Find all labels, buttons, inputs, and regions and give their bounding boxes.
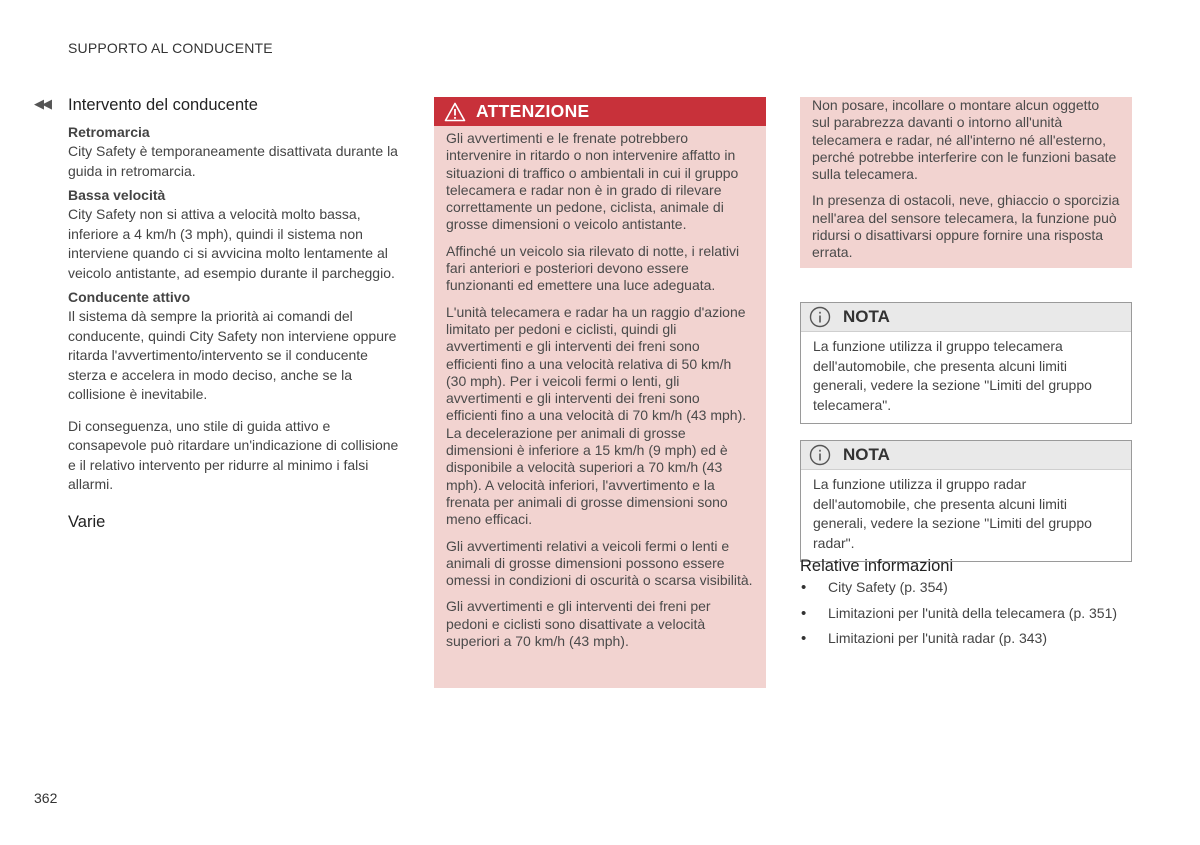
related-link[interactable]: • City Safety (p. 354) <box>800 578 1132 598</box>
related-title: Relative informazioni <box>800 557 954 575</box>
text-conducente-attivo: Il sistema dà sempre la priorità ai comandi del conducente, quindi City Safety non interviene oppure ritarda l'avvertimento/intervento se il conducente sterza e accelera in modo deciso, anche se la collisione è inevitabile. <box>68 308 397 402</box>
double-chevron-left-icon[interactable]: ◀◀ <box>34 96 50 111</box>
warning-header <box>434 97 766 126</box>
subheading-conducente-attivo: Conducente attivo <box>68 289 191 305</box>
section-title-varie: Varie <box>68 512 106 531</box>
info-icon <box>809 306 831 328</box>
subheading-bassa-velocita: Bassa velocità <box>68 187 166 203</box>
info-icon <box>809 444 831 466</box>
text-bassa-velocita: City Safety non si attiva a velocità molto bassa, inferiore a 4 km/h (3 mph), quindi il sistema non interviene quando ci si avvicina molto lentamente al veicolo antistante, ad esempio durante il parcheggio. <box>68 206 395 281</box>
note-box-radar <box>800 440 1132 562</box>
warning-paragraph: Gli avvertimenti e gli interventi dei freni per pedoni e ciclisti sono disattivate a velocità superiori a 70 km/h (43 mph). <box>446 598 711 650</box>
warning-continued-box <box>800 97 1132 268</box>
section-title: Intervento del conducente <box>68 96 258 114</box>
warning-continued-paragraph: In presenza di ostacoli, neve, ghiaccio o sporcizia nell'area del sensore telecamera, la funzione può ridursi o disattivarsi oppure fornire una risposta errata. <box>812 192 1120 261</box>
note-header <box>801 441 1131 470</box>
note-box-camera <box>800 302 1132 424</box>
warning-continued-paragraph: Non posare, incollare o montare alcun oggetto sul parabrezza davanti o intorno all'unità telecamera e radar, né all'interno né all'esterno, perché potrebbe interferire con le funzioni basate sulla telecamera. <box>812 97 1117 183</box>
warning-paragraph: Gli avvertimenti relativi a veicoli fermi o lenti e animali di grosse dimensioni possono essere omessi in condizioni di oscurità o scarsa visibilità. <box>446 537 753 589</box>
subheading-retromarcia: Retromarcia <box>68 124 150 140</box>
warning-triangle-icon <box>444 102 466 122</box>
warning-paragraph: L'unità telecamera e radar ha un raggio d'azione limitato per pedoni e ciclisti, quindi gli avvertimenti e gli interventi dei freni sono efficienti fino a una velocità relativa di 50 km/h (30 mph). Per i veicoli fermi o lenti, gli avvertimenti e gli interventi dei freni sono efficienti fino a una velocità di 70 km/h (43 mph). La decelerazione per animali di grosse dimensioni è inferiore a 15 km/h (9 mph) ed è disponibile a velocità superiori a 70 km/h (43 mph). A velocità inferiori, l'avvertimento e la frenata per animali di grosse dimensioni sono meno efficaci. <box>446 303 747 528</box>
page-number: 362 <box>34 790 58 806</box>
related-info <box>800 557 1132 655</box>
related-link[interactable]: • Limitazioni per l'unità della telecamera (p. 351) <box>800 604 1132 624</box>
note-header <box>801 303 1131 332</box>
running-header: SUPPORTO AL CONDUCENTE <box>68 40 273 56</box>
note-body: La funzione utilizza il gruppo radar dell'automobile, che presenta alcuni limiti generali, vedere la sezione "Limiti del gruppo radar". <box>813 476 1092 551</box>
related-list <box>800 578 1132 649</box>
note-body: La funzione utilizza il gruppo telecamera dell'automobile, che presenta alcuni limiti generali, vedere la sezione "Limiti del gruppo telecamera". <box>813 338 1092 413</box>
warning-box <box>434 97 766 688</box>
warning-paragraph: Affinché un veicolo sia rilevato di notte, i relativi fari anteriori e posteriori devono essere funzionanti ed emettere una luce adeguata. <box>446 242 740 294</box>
paragraph-conseguenza: Di conseguenza, uno stile di guida attivo e consapevole può ritardare un'indicazione di collisione e il relativo intervento per ridurre al minimo i falsi allarmi. <box>68 417 399 492</box>
warning-paragraph: Gli avvertimenti e le frenate potrebbero intervenire in ritardo o non intervenire affatto in situazioni di traffico o ambientali in cui il gruppo telecamera e radar non è in grado di rilevare correttamente un pedone, ciclista, animale di grosse dimensioni o veicolo antistante. <box>446 130 739 233</box>
warning-body <box>434 126 766 650</box>
related-link[interactable]: • Limitazioni per l'unità radar (p. 343) <box>800 629 1132 649</box>
text-retromarcia: City Safety è temporaneamente disattivata durante la guida in retromarcia. <box>68 143 398 179</box>
left-column <box>68 96 402 532</box>
warning-title: ATTENZIONE <box>476 101 590 121</box>
note-title: NOTA <box>843 307 890 326</box>
note-title: NOTA <box>843 445 890 464</box>
